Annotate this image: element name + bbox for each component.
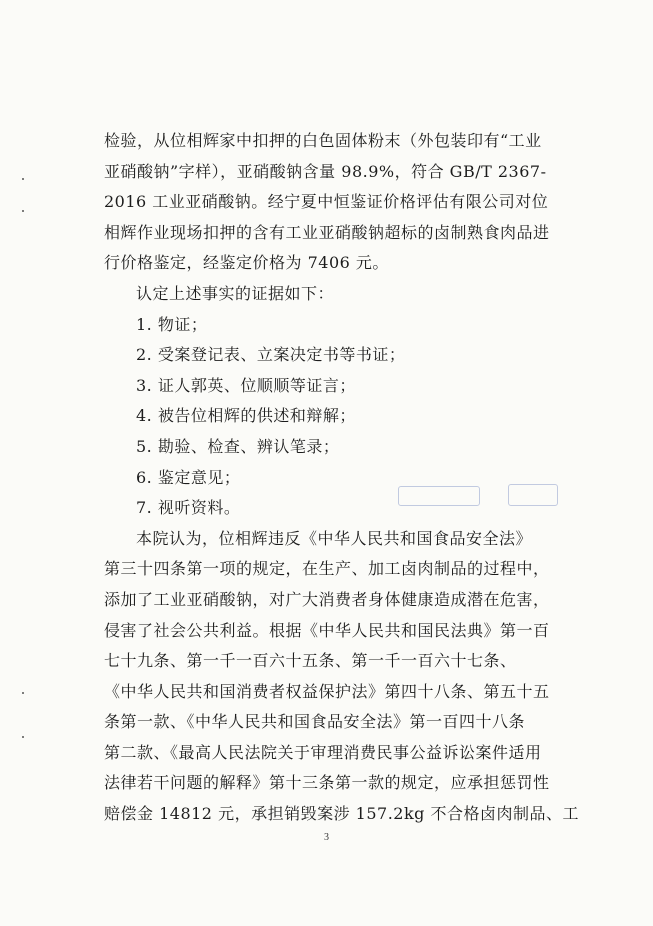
evidence-item: 2. 受案登记表、立案决定书等书证； <box>136 345 406 365</box>
scan-speck <box>22 692 24 694</box>
evidence-item: 7. 视听资料。 <box>136 498 241 518</box>
scan-speck <box>22 178 24 180</box>
ruling-line: 添加了工业亚硝酸钠，对广大消费者身体健康造成潜在危害， <box>104 589 550 609</box>
body-line: 2016 工业亚硝酸钠。经宁夏中恒鉴证价格评估有限公司对位 <box>104 192 549 212</box>
evidence-intro: 认定上述事实的证据如下： <box>136 283 335 303</box>
ruling-line: 第二款、《最高人民法院关于审理消费民事公益诉讼案件适用 <box>104 742 542 762</box>
body-line: 亚硝酸钠”字样），亚硝酸钠含量 98.9%，符合 GB/T 2367- <box>104 161 547 181</box>
ruling-line: 侵害了社会公共利益。根据《中华人民共和国民法典》第一百 <box>104 620 550 640</box>
evidence-item: 6. 鉴定意见； <box>136 467 241 487</box>
ruling-line: 第三十四条第一项的规定，在生产、加工卤肉制品的过程中， <box>104 559 550 579</box>
ruling-line: 本院认为，位相辉违反《中华人民共和国食品安全法》 <box>136 528 533 548</box>
scan-speck <box>22 736 24 738</box>
ruling-line: 条第一款、《中华人民共和国食品安全法》第一百四十八条 <box>104 712 526 732</box>
ruling-line: 法律若干问题的解释》第十三条第一款的规定，应承担惩罚性 <box>104 773 550 793</box>
body-line: 相辉作业现场扣押的含有工业亚硝酸钠超标的卤制熟食肉品进 <box>104 222 550 242</box>
body-line: 检验，从位相辉家中扣押的白色固体粉末（外包装印有“工业 <box>104 131 542 150</box>
ruling-line: 赔偿金 14812 元，承担销毁案涉 157.2kg 不合格卤肉制品、工 <box>104 804 579 824</box>
evidence-item: 4. 被告位相辉的供述和辩解； <box>136 406 356 426</box>
evidence-item: 5. 勘验、检查、辨认笔录； <box>136 436 340 456</box>
scan-speck <box>22 210 24 212</box>
evidence-item: 1. 物证； <box>136 314 208 334</box>
page-number: 3 <box>324 832 329 843</box>
ruling-line: 《中华人民共和国消费者权益保护法》第四十八条、第五十五 <box>104 681 550 701</box>
ruling-line: 七十九条、第一千一百六十五条、第一千一百六十七条、 <box>104 651 517 671</box>
evidence-item: 3. 证人郭英、位顺顺等证言； <box>136 375 356 395</box>
body-line: 行价格鉴定，经鉴定价格为 7406 元。 <box>104 253 389 273</box>
document-body <box>104 126 579 830</box>
